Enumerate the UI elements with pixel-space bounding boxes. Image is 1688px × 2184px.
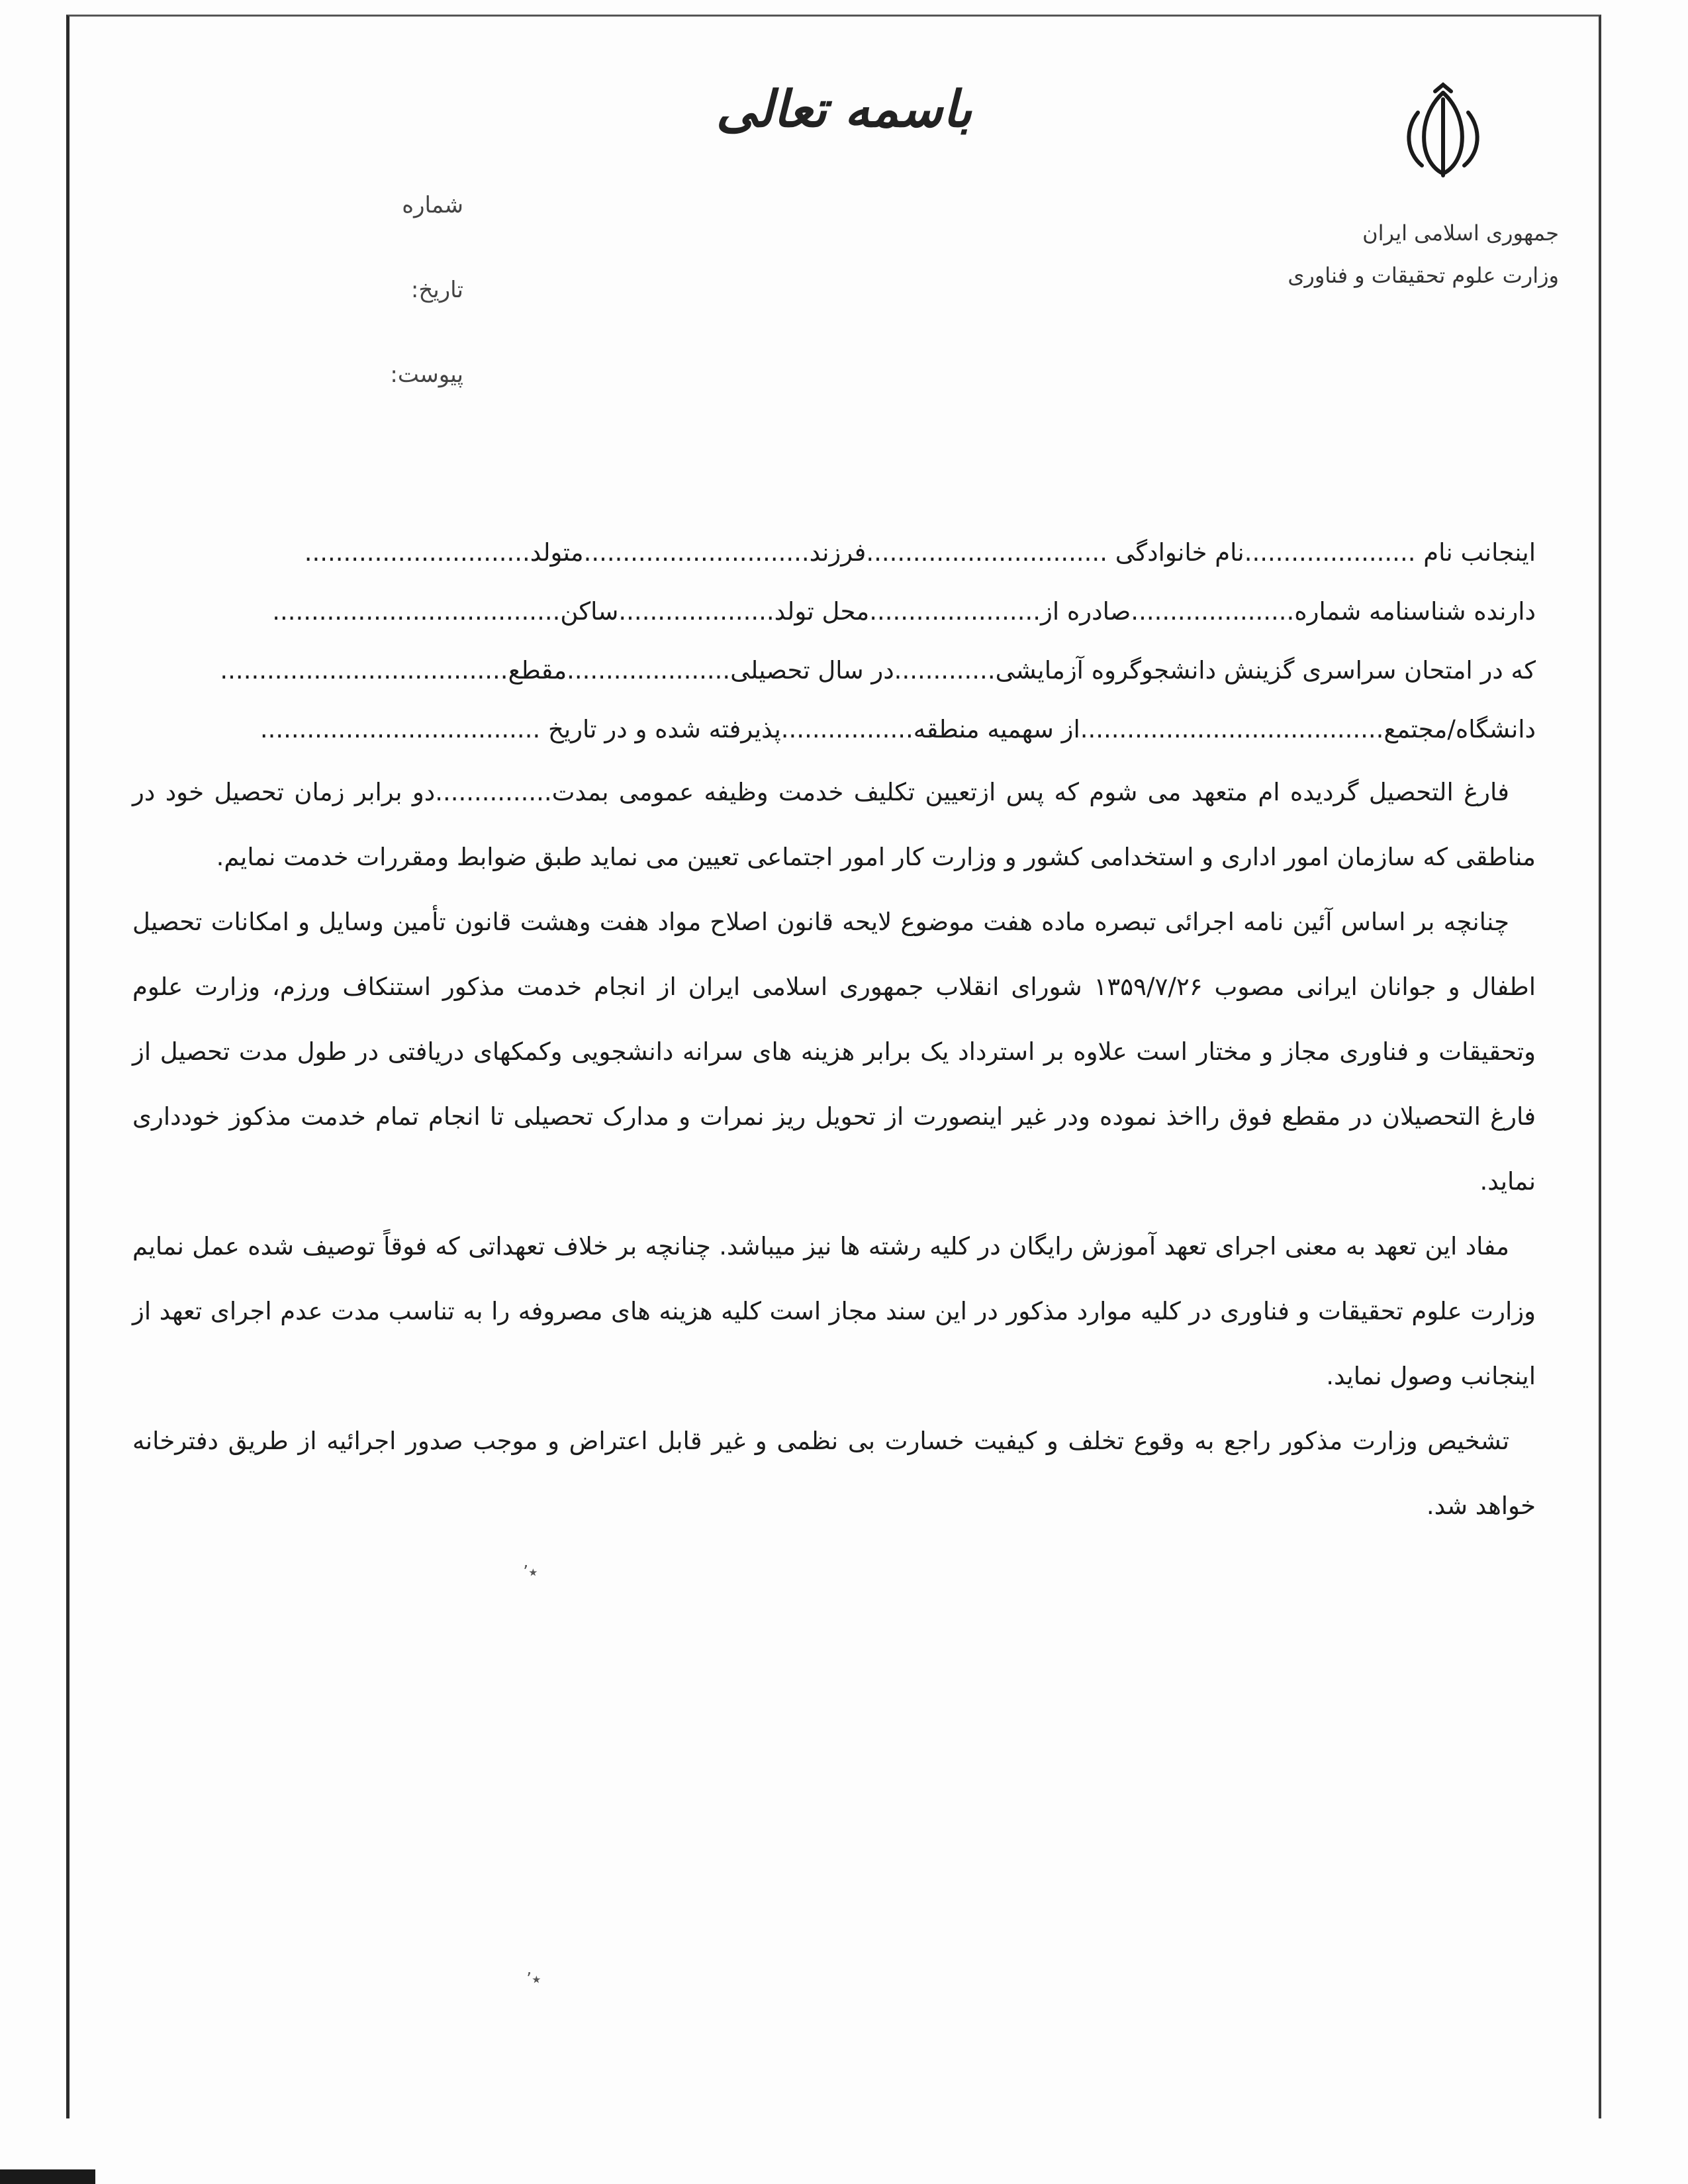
watermark-strip [0, 2169, 95, 2184]
scan-mark: ٭٬ [523, 1562, 538, 1582]
field-line-university: دانشگاه/مجتمع.......................................از سهمیه منطقه.................پذیرفته شده و در تاریخ .................................... [259, 715, 1536, 743]
letter-meta [305, 192, 463, 446]
paragraph-regulation: چنانچه بر اساس آئین نامه اجرائی تبصره ماده هفت موضوع لایحه قانون اصلاح مواد هفت وهشت قانون تأمین وسایل و امکانات تحصیل اطفال و جوانان ایرانی مصوب ۱۳۵۹/۷/۲۶ شورای انقلاب جمهوری اسلامی ایران از انجام خدمت مذکور استنکاف ورزم، وزارت علوم وتحقیقات و فناوری مجاز و مختار است علاوه بر استرداد یک برابر هزینه های سرانه دانشجویی وکمکهای دریافتی در طول مدت تحصیل از فارغ التحصیلان در مقطع فوق رااخذ نموده ودر غیر اینصورت از تحویل ریز نمرات و مدارک تحصیلی تا انجام تمام خدمت مذکوز خودداری نماید. [132, 908, 1536, 1196]
attachment-label: پیوست: [390, 361, 463, 388]
number-label: شماره [402, 192, 463, 218]
field-line-exam: که در امتحان سراسری گزینش دانشجوگروه آزمایشی.............در سال تحصیلی.....................مقطع..................................... [220, 656, 1536, 685]
org-line-country: جمهوری اسلامی ایران [1362, 220, 1559, 246]
commitment-body [132, 523, 1536, 1539]
basmala-heading: باسمه تعالی [716, 79, 972, 138]
iran-emblem-icon [1390, 79, 1496, 185]
paragraph-service: فارغ التحصیل گردیده ام متعهد می شوم که پس ازتعیین تکلیف خدمت وظیفه عمومی بمدت...............دو برابر زمان تحصیل خود در مناطقی که سازمان امور اداری و استخدامی کشور و وزارت کار امور اجتماعی تعیین می نماید طبق ضوابط ومقررات خدمت نمایم. [132, 778, 1536, 871]
scan-mark: ٭٬ [526, 1970, 541, 1989]
field-line-name: اینجانب نام ......................نام خانوادگی ...............................فرزند.............................متولد............................. [304, 538, 1536, 567]
paragraph-enforcement: تشخیص وزارت مذکور راجع به وقوع تخلف و کیفیت خسارت بی نظمی و غیر قابل اعتراض و موجب صدور اجرائیه از طریق دفترخانه خواهد شد. [132, 1427, 1536, 1520]
organization-header [1162, 212, 1559, 297]
org-line-ministry: وزارت علوم تحقیقات و فناوری [1288, 263, 1559, 288]
paragraph-free-education: مفاد این تعهد به معنی اجرای تعهد آموزش رایگان در کلیه رشته ها نیز میباشد. چنانچه بر خلاف تعهداتی که فوقاً توصیف شده عمل نمایم وزارت علوم تحقیقات و فناوری در کلیه موارد مذکور در این سند مجاز است کلیه هزینه های مصروفه را به تناسب مدت عدم اجرای تعهد از اینجانب وصول نماید. [132, 1232, 1536, 1390]
field-line-id: دارنده شناسنامه شماره.....................صادره از......................محل تولد....................ساکن..................................... [272, 597, 1536, 626]
date-label: تاریخ: [410, 277, 463, 303]
